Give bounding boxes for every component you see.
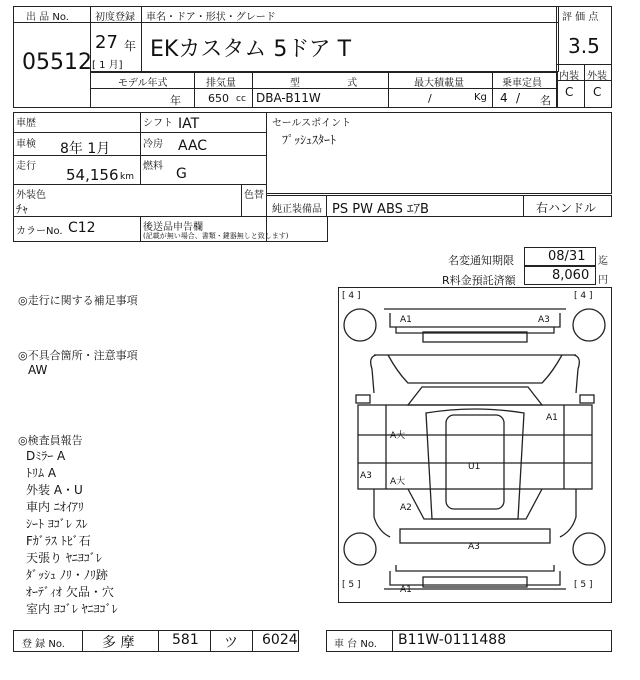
interior-grade: C: [565, 85, 574, 99]
inspector-line: ｵｰﾃﾞｨｵ 欠品・穴: [26, 585, 114, 599]
inspector-line: 車内 ﾆｵｲｱﾘ: [26, 500, 84, 514]
damage-mark: A大: [390, 431, 406, 441]
mileage-label: 走行: [16, 161, 36, 172]
tire-rear-right-label: [ 5 ]: [574, 580, 593, 590]
max-load: /: [428, 92, 432, 105]
cc-unit: cc: [236, 94, 246, 104]
chassis: B11W-0111488: [398, 632, 507, 648]
history-label: 車歴: [16, 118, 36, 129]
damage-mark: U1: [468, 462, 481, 472]
reg-num: 6024: [262, 632, 298, 648]
defect-title: ◎不具合箇所・注意事項: [18, 349, 138, 362]
inspection-label: 車検: [16, 139, 36, 150]
sales-point: ﾌﾟｯｼｭｽﾀｰﾄ: [282, 133, 337, 147]
reg-label: 登 録 No.: [22, 639, 65, 650]
damage-mark: A1: [400, 585, 412, 595]
capacity: 4: [500, 91, 508, 105]
exterior-label: 外装: [587, 71, 607, 82]
car-name: EKカスタム 5ドア T: [150, 37, 352, 62]
report-label: 後送品申告欄: [143, 222, 203, 233]
sales-label: セールスポイント: [272, 118, 352, 129]
damage-mark: A1: [400, 315, 412, 325]
name-change-label: 名変通知期限: [448, 254, 514, 267]
equipment-label: 純正装備品: [272, 204, 322, 215]
inspector-title: ◎検査員報告: [18, 434, 83, 447]
reg-area: 多 摩: [102, 635, 135, 651]
repaint-label: 色替: [244, 190, 264, 201]
name-change: 08/31: [548, 249, 586, 264]
first-reg-label: 初度登録: [95, 12, 135, 23]
displacement-label: 排気量: [206, 78, 236, 89]
damage-mark: A3: [360, 471, 372, 481]
driving-title: ◎走行に関する補足事項: [18, 294, 138, 307]
ac: AAC: [178, 138, 208, 154]
tire-front-right-label: [ 4 ]: [574, 291, 593, 301]
color-no: C12: [68, 220, 96, 236]
color-no-label: カラーNo.: [16, 226, 63, 237]
tire-rear-right: [573, 533, 605, 565]
lot-no: 05512: [22, 50, 92, 75]
inspector-line: 外装 A・U: [26, 483, 83, 497]
score: 3.5: [568, 34, 600, 58]
capacity-label: 乗車定員: [502, 78, 542, 89]
fuel: G: [176, 166, 187, 182]
recycle-label: R料金預託済額: [442, 274, 516, 287]
displacement: 650: [208, 92, 229, 105]
defect: AW: [28, 363, 48, 377]
fuel-label: 燃料: [143, 161, 163, 172]
kg-unit: Kg: [474, 92, 487, 103]
score-label: 評 価 点: [562, 12, 599, 23]
model-code: DBA-B11W: [256, 91, 321, 105]
tire-rear-left: [344, 533, 376, 565]
interior-label: 内装: [559, 71, 579, 82]
reg-kana: ツ: [224, 635, 238, 651]
km-unit: km: [120, 172, 134, 182]
inspector-line: ｼｰﾄ ﾖｺﾞﾚ ｽﾚ: [26, 517, 88, 531]
shift-label: シフト: [143, 118, 173, 129]
recycle-unit: 円: [598, 275, 608, 286]
mileage: 54,156: [66, 166, 119, 184]
recycle: 8,060: [552, 268, 590, 283]
inspection: 8年 1月: [60, 141, 111, 157]
name-change-unit: 迄: [598, 256, 608, 267]
tire-rear-left-label: [ 5 ]: [342, 580, 361, 590]
inspector-line: Dﾐﾗｰ A: [26, 449, 66, 463]
damage-mark: A3: [538, 315, 550, 325]
chassis-label: 車 台 No.: [334, 639, 377, 650]
model-label: 型 式: [290, 78, 358, 89]
tire-front-right: [573, 309, 605, 341]
ext-color: ﾁｬ: [16, 202, 29, 216]
tire-front-left-label: [ 4 ]: [342, 291, 361, 301]
shift: IAT: [178, 116, 200, 132]
inspector-line: Fｶﾞﾗｽ ﾄﾋﾞ石: [26, 534, 91, 548]
ext-color-label: 外装色: [16, 190, 46, 201]
name-label: 車名・ドア・形状・グレード: [146, 12, 276, 23]
damage-mark: A1: [546, 413, 558, 423]
capacity-unit: 名: [540, 94, 551, 107]
handle: 右ハンドル: [536, 201, 597, 215]
equipment: PS PW ABS ｴｱB: [332, 202, 429, 217]
first-reg-year: 27: [95, 32, 118, 53]
year-unit: 年: [124, 39, 137, 53]
first-reg-month: [ 1 月]: [92, 60, 123, 71]
report-note: (記載が無い場合、書類・鍵器無しと致します): [143, 232, 289, 240]
ac-label: 冷房: [143, 139, 163, 150]
damage-mark: A2: [400, 503, 412, 513]
lot-no-label: 出 品 No.: [26, 12, 69, 23]
inspector-line: ﾄﾘﾑ A: [26, 466, 57, 480]
damage-mark: A大: [390, 477, 406, 487]
damage-mark: A3: [468, 542, 480, 552]
inspector-line: 室内 ﾖｺﾞﾚ ﾔﾆﾖｺﾞﾚ: [26, 602, 118, 616]
reg-class: 581: [172, 632, 199, 648]
tire-front-left: [344, 309, 376, 341]
inspector-line: 天張り ﾔﾆﾖｺﾞﾚ: [26, 551, 102, 565]
model-year-label: モデル年式: [118, 78, 168, 89]
inspector-list: [26, 447, 118, 617]
capacity-sep: /: [516, 91, 521, 105]
exterior-grade: C: [593, 85, 602, 99]
inspector-line: ﾀﾞｯｼｭ ﾉﾘ・ﾉﾘ跡: [26, 568, 108, 582]
car-damage-diagram: [338, 287, 612, 603]
model-year-unit: 年: [170, 94, 181, 107]
max-load-label: 最大積載量: [414, 78, 464, 89]
